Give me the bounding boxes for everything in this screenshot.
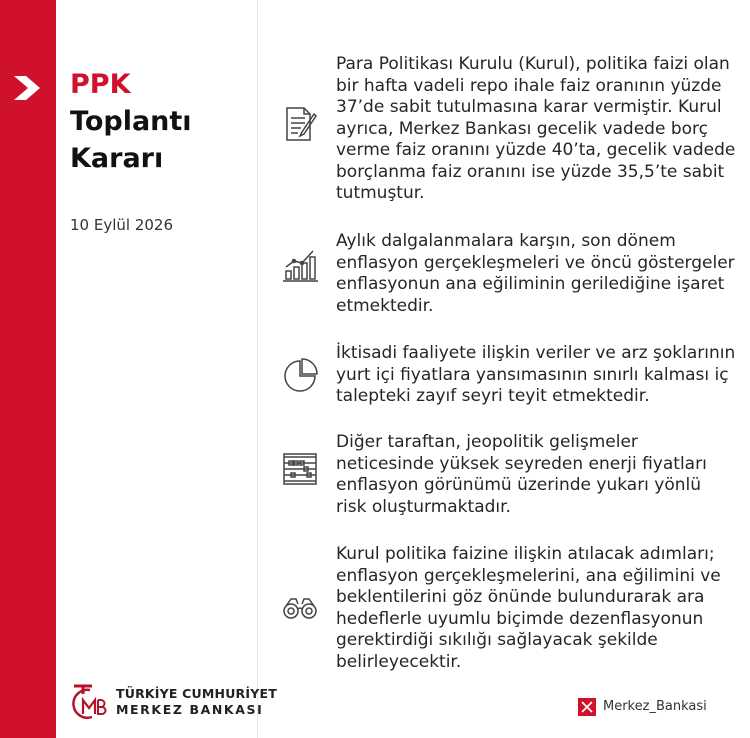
decision-text: Diğer taraftan, jeopolitik gelişmeler neticesinde yüksek seyreden enerji fiyatları enflasyon görünümü üzerinde yukarı yönlü risk oluşturmaktadır. [336, 432, 707, 517]
social-handle[interactable]: Merkez_Bankasi [603, 699, 707, 714]
chevron-right-icon [12, 72, 44, 104]
title-line-karari: Kararı [70, 143, 164, 174]
decision-text: Kurul politika faizine ilişkin atılacak adımları; enflasyon gerçekleşmelerini, ana eğilimini ve beklentilerini göz önünde bulundurarak ara hedeflerle uyumlu biçimde dezenflasyonun gerektirdiği sıkılığı sağlayacak şekilde belirleyecektir. [336, 544, 721, 672]
decision-text: Aylık dalgalanmalara karşın, son dönem enflasyon gerçekleşmeleri ve öncü göstergeler enflasyonun ana eğiliminin gerilediğine işaret etmektedir. [336, 231, 735, 316]
accent-sidebar-bar [0, 0, 56, 738]
page-title [70, 66, 192, 177]
logo-text-line1: TÜRKİYE CUMHURİYET [116, 686, 277, 701]
title-line-toplanti: Toplantı [70, 106, 192, 137]
abacus-icon [280, 449, 320, 489]
vertical-divider [257, 0, 258, 738]
tcmb-emblem [70, 680, 110, 720]
decision-text: İktisadi faaliyete ilişkin veriler ve arz şoklarının yurt içi fiyatlara yansımasının sınırlı kalması iç talepteki zayıf seyri teyit etmektedir. [336, 343, 736, 406]
bar-chart-icon [280, 245, 320, 285]
decision-text: Para Politikası Kurulu (Kurul), politika faizi olan bir hafta vadeli repo ihale faiz oranının yüzde 37’de sabit tutulmasına karar vermiştir. Kurul ayrıca, Merkez Bankası gecelik vadede borç verme faiz oranını yüzde 40’ta, gecelik vadede borçlanma faiz oranını ise yüzde 35,5’te sabit tutmuştur. [336, 54, 736, 203]
meeting-date: 10 Eylül 2026 [70, 216, 173, 234]
document-icon [280, 104, 320, 144]
title-line-ppk: PPK [70, 69, 131, 100]
logo-text-line2: MERKEZ BANKASI [116, 702, 264, 717]
pie-chart-icon [280, 355, 320, 395]
x-icon [578, 698, 596, 716]
tcmb-logo [70, 680, 277, 724]
binoculars-icon [280, 587, 320, 627]
